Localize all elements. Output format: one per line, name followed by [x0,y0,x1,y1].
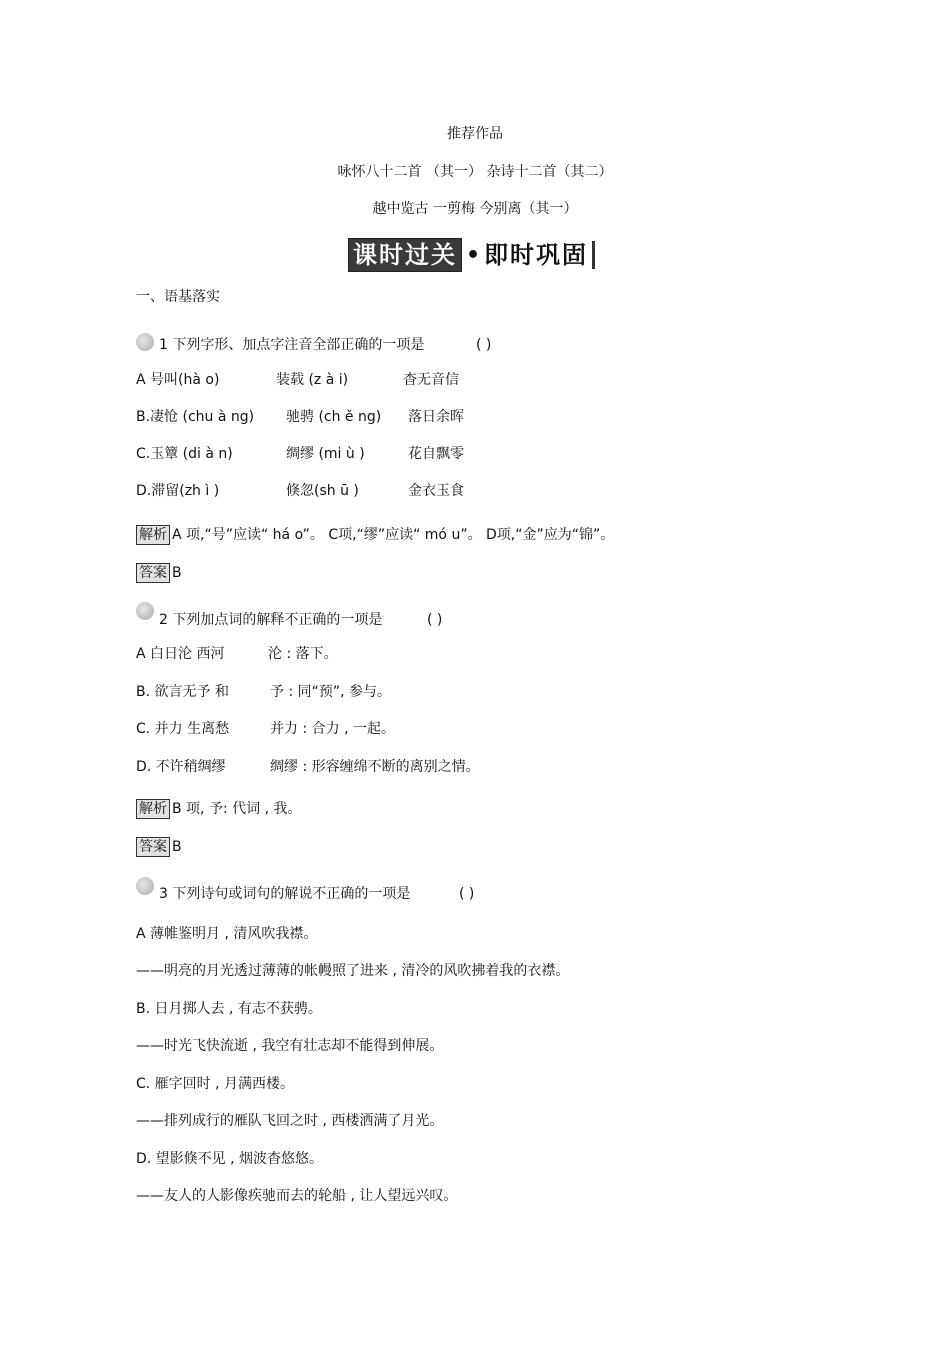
q2-option-c: C. 并力 生离愁 [136,721,230,737]
q1-option-d-3: 金衣玉食 [408,483,464,499]
question-bullet-icon [136,333,154,351]
q1-option-a: A 号叫(hà o) [136,372,220,388]
q2-option-a-2: 沦 : 落下。 [268,646,338,662]
q2-answer-text: B [172,839,182,855]
q1-option-a-2: 装载 (z à i) [276,372,349,388]
banner-dot: • [466,242,481,268]
section-banner [348,238,595,272]
q2-option-b-2: 予 : 同“预”, 参与。 [270,684,392,700]
q3-option-b-explanation: ——时光飞快流逝 , 我空有壮志却不能得到伸展。 [136,1038,444,1054]
q3-option-a-explanation: ——明亮的月光透过薄薄的帐幔照了进来 , 清冷的风吹拂着我的衣襟。 [136,963,570,979]
question-bullet-icon [136,877,154,895]
banner-bar [592,241,595,269]
q1-option-b-2: 驰骋 (ch ě ng) [286,409,382,425]
q2-option-a: A 白日沦 西河 [136,646,225,662]
q2-option-d: D. 不许稍绸缪 [136,759,226,775]
q1-paren: ( ) [476,337,492,353]
q1-analysis [136,525,614,545]
analysis-tag: 解析 [136,799,170,819]
q2-stem: 2 下列加点词的解释不正确的一项是 [159,612,383,628]
q2-analysis [136,799,301,819]
q1-option-c: C.玉簟 (di à n) [136,446,233,462]
banner-part2: 即时巩固 [484,241,589,269]
q3-option-c-explanation: ——排列成行的雁队飞回之时 , 西楼洒满了月光。 [136,1113,444,1129]
q1-option-d: D.滞留(zh ì ) [136,483,220,499]
q1-option-c-3: 花自飘零 [408,446,464,462]
doc-subtitle-1: 咏怀八十二首 （其一） 杂诗十二首（其二） [337,164,613,180]
q3-option-d: D. 望影倏不见 , 烟波杳悠悠。 [136,1151,324,1167]
q2-option-d-2: 绸缪 : 形容缠绵不断的离别之情。 [270,759,480,775]
q1-stem: 1 下列字形、加点字注音全部正确的一项是 [159,337,425,353]
q2-analysis-text: B 项, 予: 代词 , 我。 [172,801,302,817]
doc-subtitle-2: 越中览古 一剪梅 今别离（其一） [372,201,578,217]
analysis-tag: 解析 [136,525,170,545]
q3-paren: ( ) [459,886,475,902]
q1-answer-text: B [172,565,182,581]
q3-option-a: A 薄帷鉴明月 , 清风吹我襟。 [136,926,318,942]
q1-option-d-2: 倏忽(sh ū ) [286,483,359,499]
banner-part1: 课时过关 [348,238,462,272]
q1-answer [136,563,182,583]
q1-option-b-3: 落日余晖 [408,409,464,425]
question-bullet-icon [136,602,154,620]
answer-tag: 答案 [136,563,170,583]
doc-title: 推荐作品 [447,126,503,142]
q3-option-d-explanation: ——友人的人影像疾驰而去的轮船 , 让人望远兴叹。 [136,1188,458,1204]
q3-option-b: B. 日月掷人去 , 有志不获骋。 [136,1001,322,1017]
q2-option-b: B. 欲言无予 和 [136,684,229,700]
q2-paren: ( ) [427,612,443,628]
q2-answer [136,837,182,857]
q1-option-c-2: 绸缪 (mi ù ) [286,446,365,462]
q3-option-c: C. 雁字回时 , 月满西楼。 [136,1076,295,1092]
answer-tag: 答案 [136,837,170,857]
section-heading: 一、语基落实 [136,289,220,305]
q1-analysis-text: A 项,“号”应读“ há o”。 C项,“缪”应读“ mó u”。 D项,“金”应为“锦”。 [172,527,615,543]
q3-stem: 3 下列诗句或词句的解说不正确的一项是 [159,886,411,902]
q1-option-a-3: 杳无音信 [403,372,459,388]
q1-option-b: B.凄怆 (chu à ng) [136,409,255,425]
q2-option-c-2: 并力 : 合力 , 一起。 [270,721,395,737]
